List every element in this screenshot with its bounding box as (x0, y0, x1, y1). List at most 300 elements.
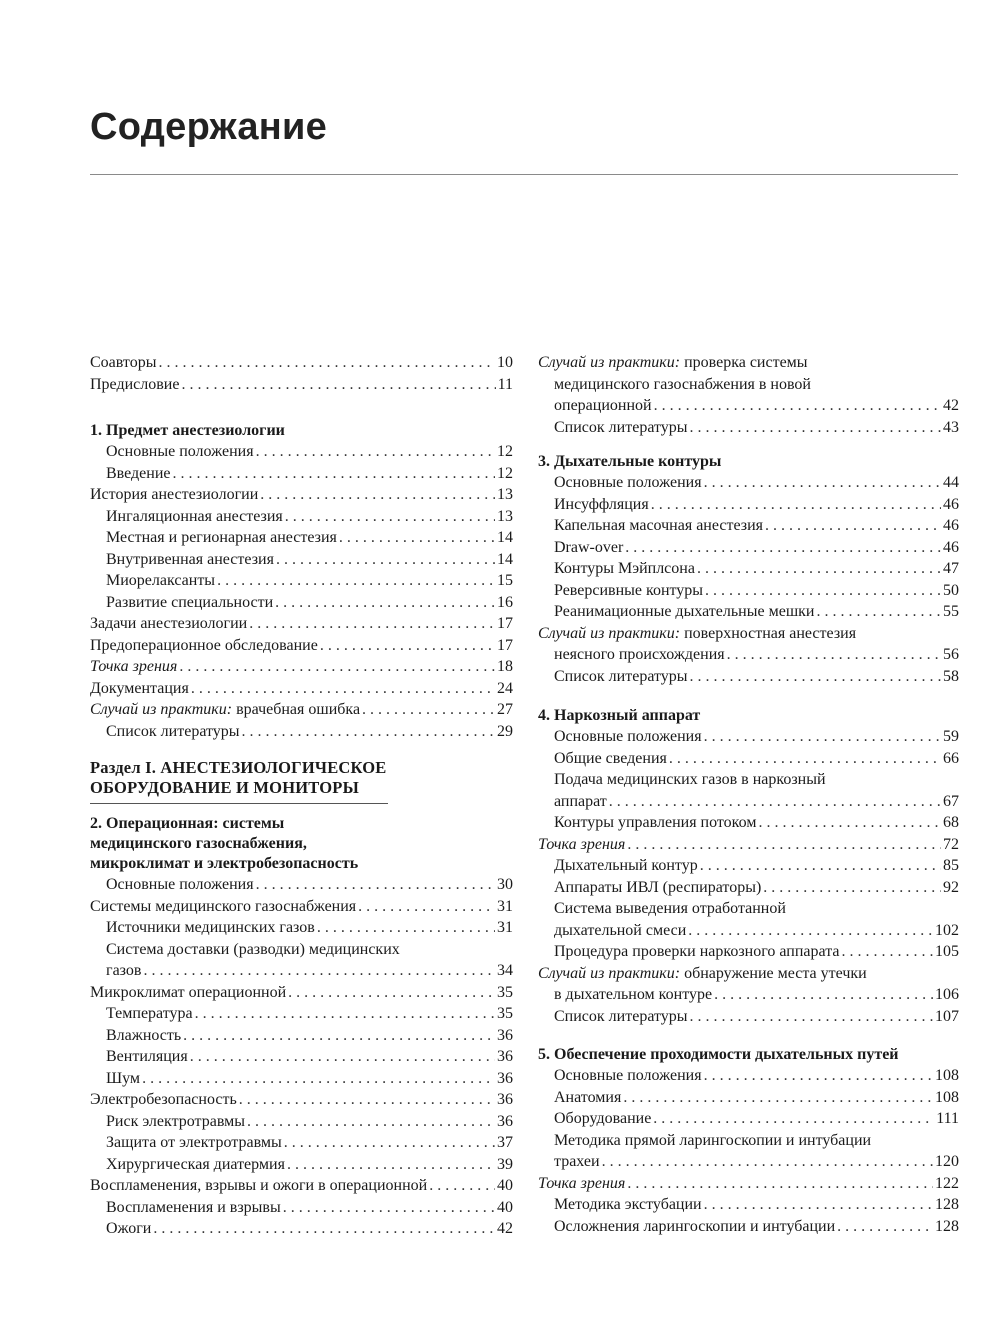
dot-leader (704, 1194, 933, 1216)
dot-leader (275, 592, 495, 614)
dot-leader (217, 570, 495, 592)
toc-entry-text: Риск электротравмы (106, 1112, 245, 1130)
toc-entry-text: Список литературы (554, 1007, 688, 1025)
toc-entry-text: Основные положения (106, 443, 254, 460)
toc-entry-title (106, 527, 337, 549)
toc-entry[interactable] (538, 769, 959, 812)
section-title-1: Раздел I. АНЕСТЕЗИОЛОГИЧЕСКОЕ ОБОРУДОВАНИЕ И МОНИТОРЫ (90, 758, 387, 797)
toc-entry[interactable] (90, 1175, 513, 1197)
toc-entry-text: Список литературы (106, 722, 240, 740)
dot-leader (651, 494, 941, 516)
page-number: 42 (943, 397, 959, 414)
toc-entry-text: Электробезопасность (90, 1091, 237, 1108)
dot-leader (704, 472, 941, 494)
toc-entry[interactable] (538, 601, 959, 623)
chapter-title-3: 3. Дыхательные контуры (538, 453, 722, 470)
page-number: 36 (497, 1112, 513, 1130)
toc-entry-text: Реверсивные контуры (554, 581, 704, 599)
toc-right-column (538, 352, 959, 1237)
toc-entry-title (106, 1068, 140, 1090)
toc-entry-text: Общие сведения (554, 749, 667, 767)
toc-entry[interactable] (90, 549, 513, 571)
page-number: 12 (497, 464, 513, 482)
dot-leader (690, 1006, 933, 1028)
dot-leader (627, 834, 941, 856)
page-number: 36 (497, 1069, 513, 1087)
toc-entry-line (538, 374, 959, 396)
page-number: 47 (943, 560, 959, 577)
toc-entry[interactable] (90, 352, 513, 374)
toc-entry-title (554, 855, 698, 877)
page-number: 105 (935, 943, 959, 960)
toc-entry-text: Реанимационные дыхательные мешки (554, 603, 815, 620)
dot-leader (727, 644, 941, 666)
page-number: 55 (943, 603, 959, 620)
toc-entry[interactable] (538, 941, 959, 963)
toc-entry[interactable] (90, 1218, 513, 1240)
page-number: 31 (497, 897, 513, 915)
toc-entry-text: Основные положения (554, 1067, 702, 1084)
toc-entry-text: проверка системы (680, 354, 808, 371)
toc-entry[interactable] (90, 635, 513, 657)
toc-entry-text: газов (106, 962, 142, 979)
toc-entry-text: Капельная масочная анестезия (554, 517, 763, 534)
toc-entry-title (554, 877, 761, 899)
toc-entry[interactable] (90, 1197, 513, 1219)
toc-entry-line (538, 352, 959, 374)
dot-leader (247, 1111, 495, 1133)
toc-entry-text: Шум (106, 1069, 141, 1087)
dot-leader (704, 1065, 933, 1087)
toc-entry-title (554, 920, 686, 942)
toc-entry[interactable] (90, 506, 513, 528)
toc-entry-text: Задачи анестезиологии (90, 615, 248, 632)
page-number: 111 (936, 1110, 959, 1127)
toc-entry-title (106, 463, 171, 485)
toc-entry[interactable] (538, 1087, 959, 1109)
page-number: 46 (943, 517, 959, 534)
page-number: 92 (943, 878, 959, 896)
toc-entry-text: Влажность (106, 1026, 182, 1044)
toc-entry-title (554, 1087, 621, 1109)
page-number: 107 (935, 1007, 959, 1025)
page-number: 108 (935, 1088, 959, 1106)
dot-leader (183, 1025, 495, 1047)
toc-entry-title (554, 601, 814, 623)
page-number: 40 (497, 1177, 513, 1194)
page-number: 43 (943, 418, 959, 436)
toc-entry[interactable] (538, 537, 959, 559)
toc-entry-text: неясного происхождения (554, 646, 725, 663)
toc-entry-title (554, 494, 649, 516)
dot-leader (700, 855, 941, 877)
toc-entry[interactable] (538, 834, 959, 856)
toc-entry-title (554, 395, 652, 417)
toc-entry-text: Оборудование (554, 1110, 652, 1127)
toc-entry[interactable] (538, 1130, 959, 1173)
page-number: 16 (497, 593, 513, 611)
page-number: 67 (943, 792, 959, 810)
toc-entry[interactable] (90, 678, 513, 700)
toc-entry[interactable] (538, 963, 959, 1006)
toc-entry-text: врачебная ошибка (232, 701, 361, 718)
toc-chapter-3 (538, 472, 959, 687)
toc-entry-title (554, 726, 702, 748)
toc-entry[interactable] (90, 441, 513, 463)
toc-entry-italic-label: Случай из практики: (538, 624, 681, 642)
toc-entry-italic-label: Случай из практики: (538, 354, 681, 371)
page-number: 46 (943, 495, 959, 513)
toc-entry[interactable] (90, 374, 513, 396)
dot-leader (841, 941, 933, 963)
toc-entry-text: поверхностная анестезия (680, 624, 857, 642)
toc-entry-title (90, 896, 356, 918)
dot-leader (143, 960, 495, 982)
dot-leader (158, 352, 495, 374)
page-number: 58 (943, 667, 959, 685)
toc-entry-text: операционной (554, 397, 652, 414)
toc-entry-text: Системы медицинского газоснабжения (90, 897, 357, 915)
chapter-title-4: 4. Наркозный аппарат (538, 707, 701, 724)
toc-entry[interactable] (90, 1154, 513, 1176)
page-number: 66 (943, 749, 959, 767)
toc-entry[interactable] (538, 855, 959, 877)
page-number: 11 (497, 375, 513, 393)
toc-entry[interactable] (90, 917, 513, 939)
dot-leader (358, 896, 495, 918)
toc-entry[interactable] (90, 1046, 513, 1068)
toc-entry-text: трахеи (554, 1153, 600, 1170)
toc-entry-text: Система доставки (разводки) медицинских (106, 940, 400, 958)
dot-leader (690, 666, 941, 688)
toc-entry-title (106, 1132, 282, 1154)
toc-chapter-2 (90, 874, 513, 1240)
toc-entry[interactable] (90, 1089, 513, 1111)
dot-leader (283, 1197, 495, 1219)
dot-leader (688, 920, 933, 942)
dot-leader (837, 1216, 933, 1238)
toc-entry-title (554, 644, 725, 666)
chapter-title-1: 1. Предмет анестезиологии (90, 422, 285, 439)
toc-entry[interactable] (90, 592, 513, 614)
toc-entry-text: Температура (106, 1005, 193, 1022)
toc-entry[interactable] (90, 656, 513, 678)
toc-entry-title (554, 812, 756, 834)
toc-entry-text: Развитие специальности (106, 593, 274, 611)
toc-entry-title (554, 580, 703, 602)
toc-entry-text: Документация (90, 679, 189, 697)
toc-chapter-4 (538, 726, 959, 1027)
dot-leader (195, 1003, 495, 1025)
toc-entry-title (90, 656, 177, 678)
toc-left-column (90, 352, 513, 1240)
page-number: 18 (497, 658, 513, 675)
toc-entry-text: Список литературы (554, 418, 688, 436)
toc-entry-text: Источники медицинских газов (106, 919, 315, 936)
dot-leader (249, 613, 495, 635)
toc-entry-text: Подача медицинских газов в наркозный (554, 771, 826, 788)
toc-entry-italic-label: Точка зрения (538, 1174, 626, 1192)
dot-leader (190, 1046, 495, 1068)
toc-entry-title (106, 441, 254, 463)
toc-entry-line (538, 963, 959, 985)
toc-entry-title (106, 1154, 285, 1176)
toc-entry-text: Анатомия (554, 1088, 622, 1106)
toc-entry-line (538, 623, 959, 645)
toc-entry[interactable] (538, 580, 959, 602)
toc-entry-title (90, 374, 179, 396)
dot-leader (653, 1108, 934, 1130)
page-number: 36 (497, 1026, 513, 1044)
toc-entry-text: Предисловие (90, 375, 180, 393)
page-number: 12 (497, 443, 513, 460)
toc-entry-text: Внутривенная анестезия (106, 550, 274, 568)
toc-entry-text: Основные положения (106, 876, 254, 893)
dot-leader (285, 506, 495, 528)
toc-entry-title (554, 417, 688, 439)
dot-leader (669, 748, 941, 770)
dot-leader (758, 812, 941, 834)
page-number: 42 (497, 1220, 513, 1237)
toc-entry[interactable] (90, 939, 513, 982)
toc-entry-text: Методика экстубации (554, 1196, 702, 1213)
dot-leader (284, 1132, 495, 1154)
dot-leader (714, 984, 933, 1006)
page-number: 72 (943, 835, 959, 853)
toc-entry-text: обнаружение места утечки (680, 964, 867, 982)
page-number: 14 (497, 529, 513, 546)
dot-leader (287, 1154, 495, 1176)
page-number: 17 (497, 615, 513, 632)
page-number: 14 (497, 550, 513, 568)
toc-entry-line (554, 1130, 959, 1152)
toc-entry-italic-label: Точка зрения (90, 658, 178, 675)
toc-entry-title (106, 549, 274, 571)
toc-entry-text: Draw-over (554, 538, 624, 556)
toc-entry-text: Микроклимат операционной (90, 983, 287, 1001)
toc-entry[interactable] (90, 527, 513, 549)
toc-chapter-1 (90, 441, 513, 742)
toc-entry[interactable] (538, 726, 959, 748)
page-number: 68 (943, 814, 959, 831)
page-number: 102 (935, 921, 959, 939)
dot-leader (242, 721, 495, 743)
toc-entry-title (106, 917, 315, 939)
title-divider (90, 174, 958, 175)
toc-entry[interactable] (538, 1108, 959, 1130)
toc-entry[interactable] (538, 1006, 959, 1028)
dot-leader (690, 417, 941, 439)
page-number: 36 (497, 1091, 513, 1108)
dot-leader (239, 1089, 495, 1111)
toc-entry-text: Осложнения ларингоскопии и интубации (554, 1217, 836, 1235)
chapter-title-2: 2. Операционная: системы медицинского газоснабжения, микроклимат и электробезопасность (90, 815, 359, 872)
toc-entry-italic-label: Точка зрения (538, 835, 626, 853)
toc-entry-text: Хирургическая диатермия (106, 1155, 285, 1173)
toc-entry-title (90, 1175, 427, 1197)
toc-entry-title (554, 558, 695, 580)
toc-entry-text: Система выведения отработанной (554, 900, 786, 917)
toc-entry-text: Процедура проверки наркозного аппарата (554, 943, 840, 960)
toc-entry[interactable] (538, 748, 959, 770)
page-number: 15 (497, 572, 513, 589)
toc-entry-title (90, 982, 286, 1004)
dot-leader (260, 484, 495, 506)
toc-entry-text: Вентиляция (106, 1048, 188, 1065)
page-number: 120 (935, 1153, 959, 1170)
toc-entry-title (106, 1025, 181, 1047)
page-number: 10 (497, 354, 513, 371)
toc-entry[interactable] (538, 417, 959, 439)
dot-leader (654, 395, 941, 417)
section-divider (90, 803, 388, 804)
page-number: 85 (943, 857, 959, 874)
toc-entry-title (554, 1194, 702, 1216)
toc-entry-text: Ингаляционная анестезия (106, 507, 283, 525)
toc-entry[interactable] (538, 472, 959, 494)
toc-entry[interactable] (90, 484, 513, 506)
toc-entry[interactable] (90, 699, 513, 721)
toc-entry-title (106, 721, 240, 743)
page-number: 108 (935, 1067, 959, 1084)
page-number: 35 (497, 983, 513, 1001)
page-number: 29 (497, 722, 513, 740)
page-number: 31 (497, 919, 513, 936)
toc-entry[interactable] (538, 494, 959, 516)
page-number: 46 (943, 538, 959, 556)
toc-entry-text: Методика прямой ларингоскопии и интубации (554, 1131, 872, 1149)
toc-entry-text: дыхательной смеси (554, 921, 687, 939)
toc-entry-title (554, 984, 712, 1006)
toc-entry-italic-label: Случай из практики: (90, 701, 233, 718)
toc-entry[interactable] (90, 1111, 513, 1133)
toc-entry-title (554, 941, 839, 963)
toc-entry[interactable] (90, 1003, 513, 1025)
toc-entry-text: История анестезиологии (90, 486, 259, 503)
dot-leader (173, 463, 496, 485)
dot-leader (142, 1068, 495, 1090)
dot-leader (317, 917, 495, 939)
toc-entry[interactable] (90, 982, 513, 1004)
toc-entry-title (90, 352, 156, 374)
dot-leader (256, 874, 495, 896)
page-number: 44 (943, 474, 959, 491)
page-number: 128 (935, 1217, 959, 1235)
toc-entry-title (106, 960, 141, 982)
page-number: 27 (497, 701, 513, 718)
dot-leader (276, 549, 495, 571)
toc-entry[interactable] (538, 558, 959, 580)
toc-entry-title (106, 570, 215, 592)
toc-entry-text: Предоперационное обследование (90, 636, 318, 654)
toc-entry[interactable] (90, 896, 513, 918)
toc-entry-line (106, 939, 513, 961)
page-number: 50 (943, 581, 959, 599)
toc-entry-title (106, 1111, 245, 1133)
dot-leader (765, 515, 941, 537)
toc-entry-text: медицинского газоснабжения в новой (554, 375, 811, 393)
chapter-title-5: 5. Обеспечение проходимости дыхательных путей (538, 1046, 899, 1063)
toc-entry-title (554, 1065, 702, 1087)
toc-entry[interactable] (90, 1068, 513, 1090)
dot-leader (429, 1175, 495, 1197)
toc-entry-text: Защита от электротравмы (106, 1134, 282, 1151)
toc-entry-title (106, 1046, 188, 1068)
toc-entry[interactable] (90, 570, 513, 592)
toc-entry-text: Основные положения (554, 728, 702, 745)
toc-entry[interactable] (90, 613, 513, 635)
toc-entry-italic-label: Случай из практики: (538, 964, 681, 982)
toc-entry-title (90, 613, 247, 635)
toc-entry[interactable] (90, 1025, 513, 1047)
dot-leader (320, 635, 495, 657)
dot-leader (705, 580, 941, 602)
page-number: 40 (497, 1198, 513, 1216)
toc-entry-title (554, 515, 763, 537)
toc-entry-line (554, 769, 959, 791)
toc-entry[interactable] (538, 898, 959, 941)
toc-entry-text: Аппараты ИВЛ (респираторы) (554, 878, 762, 896)
page-number: 106 (935, 986, 959, 1003)
dot-leader (704, 726, 941, 748)
toc-entry-title (106, 506, 283, 528)
toc-entry[interactable] (538, 666, 959, 688)
toc-entry[interactable] (538, 812, 959, 834)
toc-continued (538, 352, 959, 438)
toc-entry[interactable] (538, 623, 959, 666)
page-title: Содержание (90, 106, 328, 148)
page-number: 122 (935, 1174, 959, 1192)
toc-entry[interactable] (538, 515, 959, 537)
toc-entry[interactable] (90, 874, 513, 896)
toc-entry-title (554, 748, 667, 770)
dot-leader (602, 1151, 933, 1173)
page-number: 39 (497, 1155, 513, 1173)
page-number: 37 (497, 1134, 513, 1151)
toc-entry[interactable] (538, 1194, 959, 1216)
toc-entry[interactable] (90, 721, 513, 743)
toc-entry[interactable] (538, 1173, 959, 1195)
toc-entry[interactable] (538, 1216, 959, 1238)
dot-leader (625, 537, 941, 559)
page-number: 36 (497, 1048, 513, 1065)
toc-entry[interactable] (90, 1132, 513, 1154)
toc-entry[interactable] (538, 352, 959, 417)
dot-leader (627, 1173, 933, 1195)
toc-entry[interactable] (538, 877, 959, 899)
toc-entry-text: Список литературы (554, 667, 688, 685)
toc-entry-text: Миорелаксанты (106, 572, 216, 589)
page-number: 34 (497, 962, 513, 979)
toc-entry[interactable] (538, 1065, 959, 1087)
toc-entry-title (106, 1003, 193, 1025)
toc-entry-title (538, 834, 625, 856)
dot-leader (153, 1218, 495, 1240)
toc-entry[interactable] (90, 463, 513, 485)
toc-entry-title (106, 1218, 151, 1240)
toc-entry-title (554, 1216, 835, 1238)
toc-entry-title (554, 666, 688, 688)
dot-leader (256, 441, 495, 463)
dot-leader (362, 699, 495, 721)
page-number: 24 (497, 679, 513, 697)
dot-leader (179, 656, 495, 678)
toc-front-matter (90, 352, 513, 395)
toc-entry-title (554, 1151, 600, 1173)
page-number: 30 (497, 876, 513, 893)
dot-leader (609, 791, 941, 813)
toc-entry-text: Ожоги (106, 1220, 152, 1237)
